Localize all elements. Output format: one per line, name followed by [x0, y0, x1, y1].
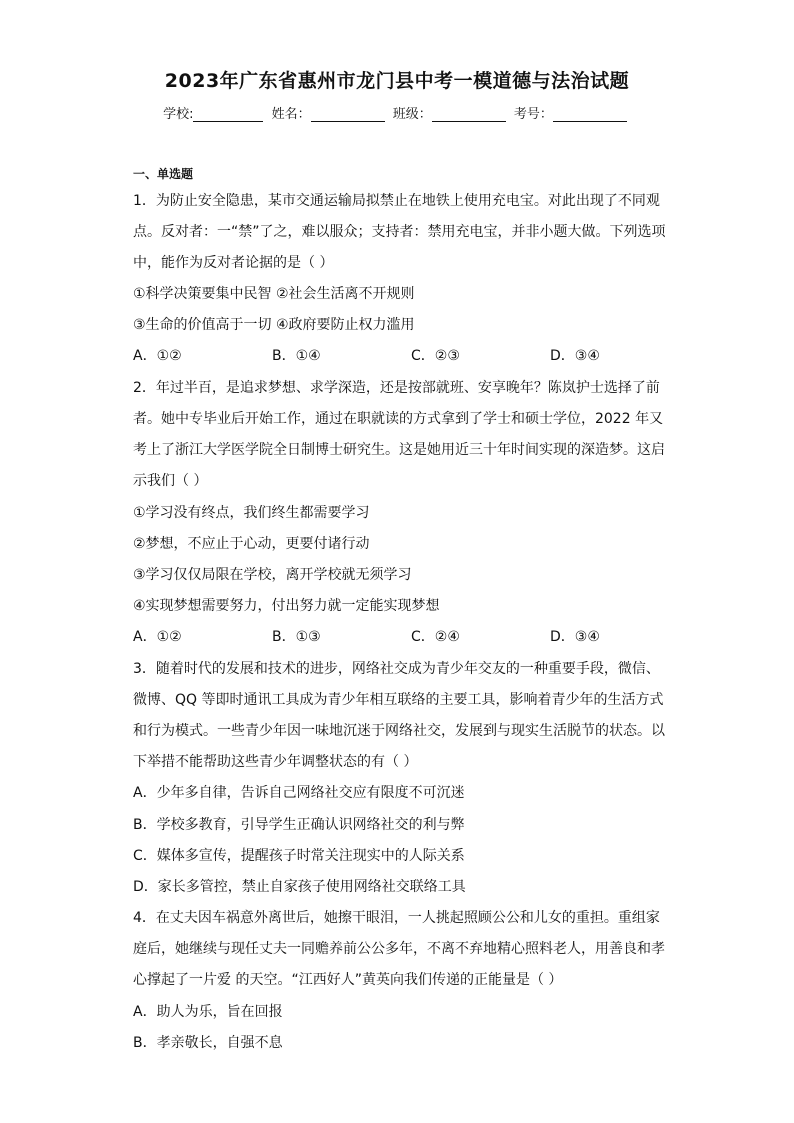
q3-line: 下举措不能帮助这些青少年调整状态的有（ ） [133, 754, 418, 770]
q1-line: 点。反对者：一“禁”了之，难以服众；支持者：禁用充电宝，并非小题大做。下列选项 [133, 224, 666, 240]
q1-option-d[interactable]: D．③④ [550, 348, 600, 364]
class-blank[interactable] [432, 107, 506, 122]
q3-option-b[interactable]: B．学校多教育，引导学生正确认识网络社交的利与弊 [133, 817, 465, 833]
class-label: 班级： [392, 107, 432, 122]
name-label: 姓名： [271, 107, 311, 122]
q3-line: 3．随着时代的发展和技术的进步，网络社交成为青少年交友的一种重要手段，微信、 [133, 661, 660, 677]
q2-option-a[interactable]: A．①② [133, 629, 182, 645]
q4-line: 庭后，她继续与现任丈夫一同赡养前公公多年，不离不弃地精心照料老人，用善良和孝 [133, 941, 665, 957]
q1-line: 1．为防止安全隐患，某市交通运输局拟禁止在地铁上使用充电宝。对此出现了不同观 [133, 193, 660, 209]
q3-line: 和行为模式。一些青少年因一味地沉迷于网络社交，发展到与现实生活脱节的状态。以 [133, 723, 665, 739]
school-blank[interactable] [193, 107, 263, 122]
q4-option-b[interactable]: B．孝亲敬长，自强不息 [133, 1035, 283, 1051]
q1-option-b[interactable]: B．①④ [272, 348, 321, 364]
q2-statement: ②梦想，不应止于心动，更要付诸行动 [133, 536, 370, 552]
q4-line: 4．在丈夫因车祸意外离世后，她擦干眼泪，一人挑起照顾公公和儿女的重担。重组家 [133, 910, 660, 926]
name-blank[interactable] [311, 107, 385, 122]
q2-line: 2．年过半百，是追求梦想、求学深造，还是按部就班、安享晚年？陈岚护士选择了前 [133, 380, 660, 396]
q2-option-c[interactable]: C．②④ [411, 629, 460, 645]
q4-line: 心撑起了一片爱 的天空。“江西好人”黄英向我们传递的正能量是（ ） [133, 972, 563, 988]
q2-line: 示我们（ ） [133, 473, 208, 489]
section-title: 一、单选题 [133, 167, 194, 181]
q2-option-b[interactable]: B．①③ [272, 629, 321, 645]
exam-number-label: 考号： [513, 107, 553, 122]
q2-option-d[interactable]: D．③④ [550, 629, 600, 645]
q1-option-a[interactable]: A．①② [133, 348, 182, 364]
q2-statement: ①学习没有终点，我们终生都需要学习 [133, 505, 370, 521]
q1-option-c[interactable]: C．②③ [411, 348, 460, 364]
q2-line: 考上了浙江大学医学院全日制博士研究生。这是她用近三十年时间实现的深造梦。这启 [133, 442, 665, 458]
exam-title: 2023年广东省惠州市龙门县中考一模道德与法治试题 [164, 70, 630, 92]
q2-line: 者。她中专毕业后开始工作，通过在职就读的方式拿到了学士和硕士学位，2022 年又 [133, 411, 664, 427]
school-label: 学校: [163, 107, 194, 122]
q2-statement: ③学习仅仅局限在学校，离开学校就无须学习 [133, 567, 412, 583]
q3-option-d[interactable]: D．家长多管控，禁止自家孩子使用网络社交联络工具 [133, 879, 466, 895]
exam-number-blank[interactable] [553, 107, 627, 122]
q2-statement: ④实现梦想需要努力，付出努力就一定能实现梦想 [133, 598, 440, 614]
student-info-row [0, 103, 794, 122]
q1-line: 中，能作为反对者论据的是（ ） [133, 255, 334, 271]
q1-statement: ③生命的价值高于一切 ④政府要防止权力滥用 [133, 317, 415, 333]
q4-option-a[interactable]: A．助人为乐，旨在回报 [133, 1004, 283, 1020]
q1-statement: ①科学决策要集中民智 ②社会生活离不开规则 [133, 286, 415, 302]
q3-option-c[interactable]: C．媒体多宣传，提醒孩子时常关注现实中的人际关系 [133, 848, 465, 864]
q3-line: 微博、QQ 等即时通讯工具成为青少年相互联络的主要工具，影响着青少年的生活方式 [133, 692, 664, 708]
q3-option-a[interactable]: A．少年多自律，告诉自己网络社交应有限度不可沉迷 [133, 785, 465, 801]
